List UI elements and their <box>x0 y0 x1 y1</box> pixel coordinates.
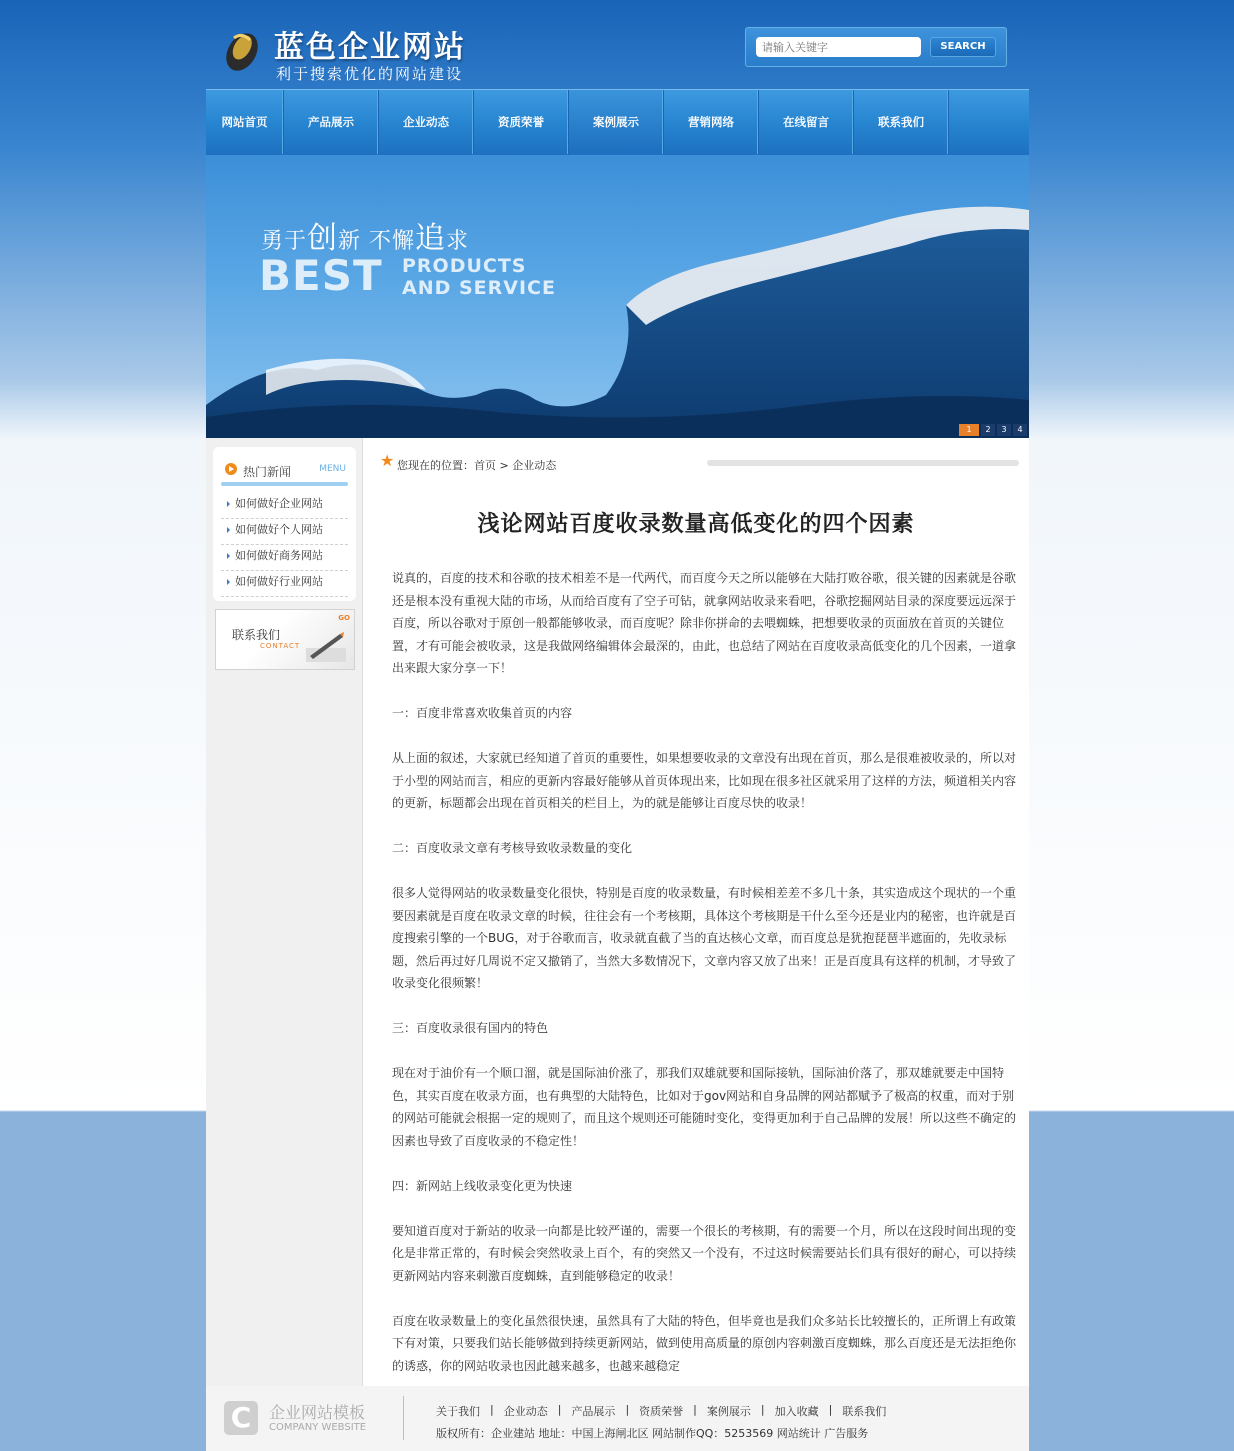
article-paragraph: 从上面的叙述，大家就已经知道了首页的重要性，如果想要收录的文章没有出现在首页，那么是很难被收录的，所以对于小型的网站而言，相应的更新内容最好能够从首页体现出来，比如现在很多社区就采用了这样的方法，频道相关内容的更新，标题都会出现在首页相关的栏目上，为的就是能够让百度尽快的收录！ <box>392 751 1017 810</box>
footer-link-products[interactable]: 产品展示 <box>571 1405 616 1418</box>
breadcrumb: ★ 您现在的位置：首页 > 企业动态 <box>380 451 557 472</box>
footer-copyright: 版权所有：企业建站 地址：中国上海闸北区 网站制作QQ：5253569 网站统计 广告服务 <box>436 1427 869 1440</box>
list-item[interactable]: 如何做好个人网站 <box>221 519 348 545</box>
article-paragraph: 百度在收录数量上的变化虽然很快速，虽然具有了大陆的特色，但毕竟也是我们众多站长比较擅长的，正所谓上有政策下有对策，只要我们站长能够做到持续更新网站，做到使用高质量的原创内容刺激百度蜘蛛，那么百度还是无法拒绝你的诱惑，你的网站收录也因此越来越多，也越来越稳定 <box>392 1313 1017 1373</box>
page-body <box>206 438 1029 1386</box>
slider-dots <box>959 424 1027 436</box>
footer-link-honors[interactable]: 资质荣誉 <box>639 1405 684 1418</box>
mouse-icon <box>220 28 264 74</box>
star-icon: ★ <box>380 451 395 470</box>
contact-us-card[interactable] <box>215 609 355 670</box>
nav-item-cases[interactable]: 案例展示 <box>569 90 664 154</box>
footer-logo-icon: C <box>224 1401 258 1435</box>
article-heading: 二：百度收录文章有考核导致收录数量的变化 <box>392 841 633 855</box>
article-paragraph: 很多人觉得网站的收录数量变化很快，特别是百度的收录数量，有时候相差差不多几十条，其实造成这个现状的一个重要因素就是百度在收录文章的时候，往往会有一个考核期，具体这个考核期是干什么至今还是业内的秘密，也许就是百度搜索引擎的一个BUG，对于谷歌而言，收录就直截了当的直达核心文章，而百度总是犹抱琵琶半遮面的，先收录标题，然后再过好几周说不定又撤销了，当然大多数情况下，文章内容又放了出来！正是百度具有这样的机制，才导致了收录变化很频繁！ <box>392 886 1017 990</box>
logo-title: 蓝色企业网站 <box>274 30 466 65</box>
nav-item-contact[interactable]: 联系我们 <box>854 90 949 154</box>
banner-best: BEST <box>259 251 383 300</box>
slider-dot-3[interactable]: 3 <box>997 424 1011 436</box>
nav-item-honors[interactable]: 资质荣誉 <box>474 90 569 154</box>
pen-icon <box>302 626 348 666</box>
play-icon <box>225 463 237 475</box>
hero-banner <box>206 155 1029 438</box>
footer-links <box>436 1403 886 1419</box>
footer-logo-cn: 企业网站模板 <box>269 1403 366 1422</box>
contact-label: 联系我们 <box>232 628 281 642</box>
nav-item-home[interactable]: 网站首页 <box>206 90 284 154</box>
banner-products: PRODUCTS AND SERVICE <box>402 255 556 299</box>
list-item[interactable]: 如何做好行业网站 <box>221 571 348 597</box>
footer-sep: | <box>828 1403 833 1416</box>
footer-link-contact[interactable]: 联系我们 <box>842 1405 887 1418</box>
list-item[interactable]: 如何做好企业网站 <box>221 493 348 519</box>
slider-dot-2[interactable]: 2 <box>981 424 995 436</box>
article-paragraph: 现在对于油价有一个顺口溜，就是国际油价涨了，那我们双雄就要和国际接轨，国际油价落了，那双雄就要走中国特色，其实百度在收录方面，也有典型的大陆特色，比如对于gov网站和自身品牌的网站都赋予了极高的权重，而对于别的网站可能就会根据一定的规则了，而且这个规则还可能随时变化，变得更加利于自己品牌的发展！所以这些不确定的因素也导致了百度收录的不稳定性！ <box>392 1066 1017 1148</box>
divider <box>221 482 348 486</box>
slider-dot-4[interactable]: 4 <box>1013 424 1027 436</box>
logo-subtitle: 利于搜索优化的网站建设 <box>276 65 464 83</box>
footer-sep: | <box>490 1403 494 1416</box>
article-heading: 三：百度收录很有国内的特色 <box>392 1021 549 1035</box>
search-button[interactable]: SEARCH <box>930 37 996 57</box>
site-logo[interactable] <box>220 22 490 82</box>
article-paragraph: 要知道百度对于新站的收录一向都是比较严谨的，需要一个很长的考核期，有的需要一个月，所以在这段时间出现的变化是非常正常的，有时候会突然收录上百个，有的突然又一个没有，不过这时候需要站长们具有很好的耐心，可以持续更新网站内容来刺激百度蜘蛛，直到能够稳定的收录！ <box>392 1223 1017 1283</box>
go-badge: GO <box>338 614 350 622</box>
banner-slogan: 勇于创新 不懈追求 <box>261 221 470 256</box>
main-nav <box>206 89 1029 155</box>
contact-en-label: CONTACT <box>260 642 301 650</box>
footer-link-about[interactable]: 关于我们 <box>436 1405 480 1418</box>
article-title: 浅论网站百度收录数量高低变化的四个因素 <box>477 511 915 537</box>
article-heading: 一：百度非常喜欢收集首页的内容 <box>392 706 573 720</box>
menu-label: MENU <box>319 464 346 474</box>
search-input[interactable] <box>756 37 921 57</box>
search-box <box>745 27 1007 67</box>
hot-news-list <box>221 493 348 597</box>
footer-sep: | <box>625 1403 630 1416</box>
article-content <box>392 567 1018 1400</box>
footer-link-cases[interactable]: 案例展示 <box>706 1405 751 1418</box>
hot-news-box <box>213 447 356 601</box>
article-main <box>363 438 1029 1386</box>
sidebar <box>206 438 363 1386</box>
article-paragraph: 说真的，百度的技术和谷歌的技术相差不是一代两代，而百度今天之所以能够在大陆打败谷歌，很关键的因素就是谷歌还是根本没有重视大陆的市场，从而给百度有了空子可钻，就拿网站收录来看吧，谷歌挖掘网站目录的深度要远远深于百度，所以谷歌对于原创一般都能够收录，而百度呢？除非你拼命的去喂蜘蛛，把想要收录的页面放在首页的关键位置，才有可能会被收录，这是我做网络编辑体会最深的，由此，也总结了网站在百度收录高低变化的几个因素，一道拿出来跟大家分享一下！ <box>392 571 1017 675</box>
footer-divider <box>403 1396 404 1440</box>
footer-sep: | <box>693 1403 697 1416</box>
nav-item-message[interactable]: 在线留言 <box>759 90 854 154</box>
nav-item-marketing[interactable]: 营销网络 <box>664 90 759 154</box>
nav-item-news[interactable]: 企业动态 <box>379 90 474 154</box>
nav-item-products[interactable]: 产品展示 <box>284 90 379 154</box>
list-item[interactable]: 如何做好商务网站 <box>221 545 348 571</box>
hot-news-title: 热门新闻 <box>243 465 292 479</box>
footer <box>206 1386 1029 1451</box>
article-heading: 四：新网站上线收录变化更为快速 <box>392 1178 573 1193</box>
breadcrumb-bar <box>707 460 1019 466</box>
footer-link-news[interactable]: 企业动态 <box>503 1405 548 1418</box>
footer-sep: | <box>557 1403 562 1416</box>
footer-link-favorite[interactable]: 加入收藏 <box>774 1405 819 1418</box>
slider-dot-1[interactable]: 1 <box>959 424 979 436</box>
footer-sep: | <box>760 1403 765 1416</box>
footer-logo-en: COMPANY WEBSITE <box>269 1422 367 1433</box>
